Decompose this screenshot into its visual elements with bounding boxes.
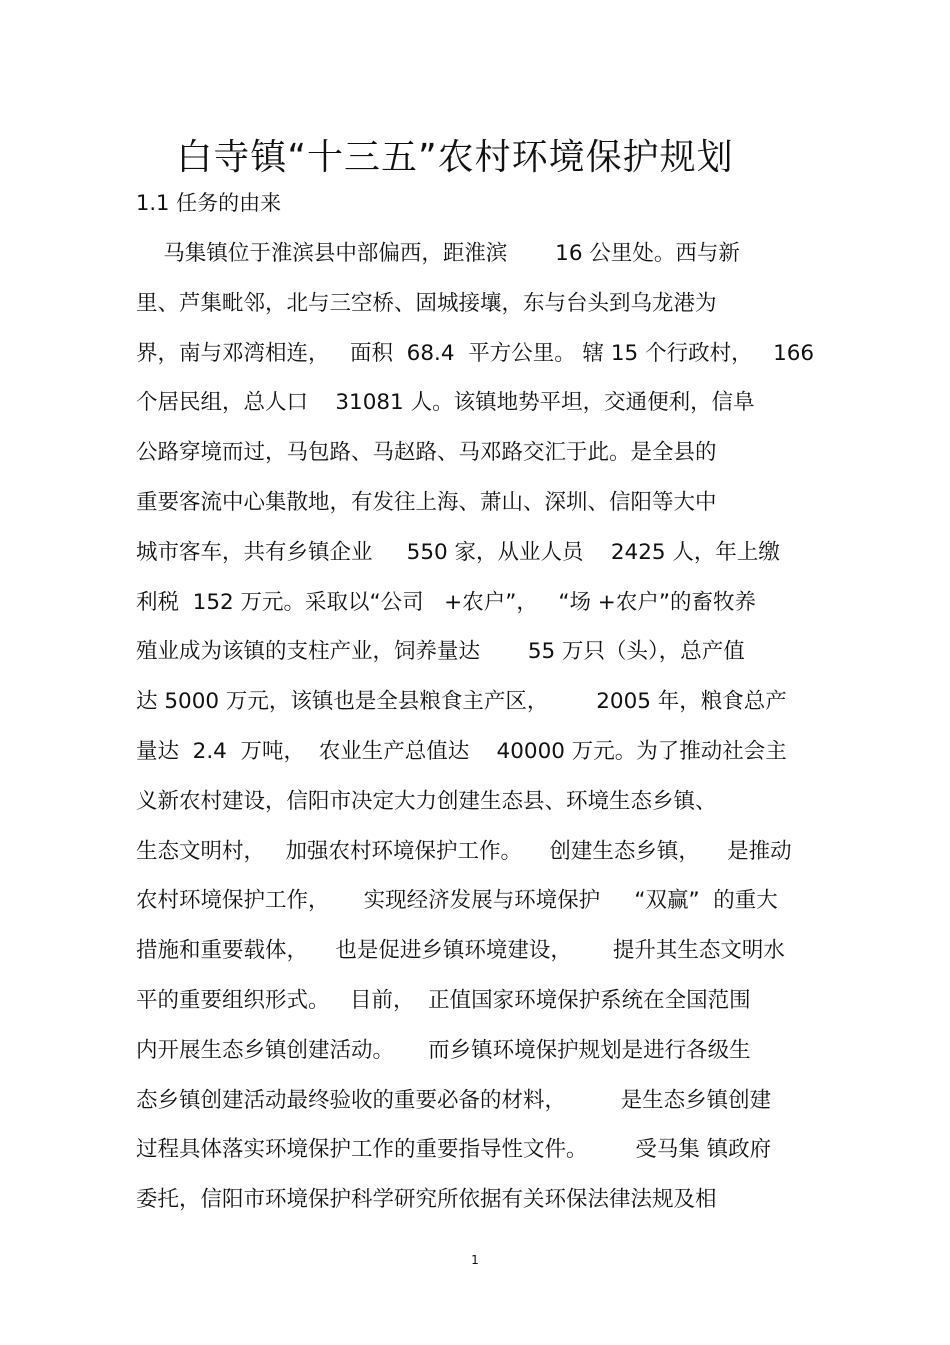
text-line: 义新农村建设，信阳市决定大力创建生态县、环境生态乡镇、 [136, 788, 717, 814]
text-line: 利税 152 万元。采取以“公司 +农户”， “场 +农户”的畜牧养 [136, 589, 756, 615]
text-line: 措施和重要载体， 也是促进乡镇环境建设， 提升其生态文明水 [136, 938, 785, 964]
text-line: 生态文明村， 加强农村环境保护工作。 创建生态乡镇， 是推动 [136, 838, 792, 864]
text-line: 界，南与邓湾相连， 面积 68.4 平方公里。 辖 15 个行政村， 166 [136, 340, 815, 366]
text-line: 态乡镇创建活动最终验收的重要必备的材料， 是生态乡镇创建 [136, 1087, 772, 1113]
text-line: 内开展生态乡镇创建活动。 而乡镇环境保护规划是进行各级生 [136, 1037, 751, 1063]
text-line: 农村环境保护工作， 实现经济发展与环境保护 “双赢” 的重大 [136, 888, 778, 914]
text-line: 公路穿境而过，马包路、马赵路、马邓路交汇于此。是全县的 [136, 440, 717, 466]
text-line: 达 5000 万元，该镇也是全县粮食主产区， 2005 年，粮食总产 [136, 689, 787, 715]
text-line: 过程具体落实环境保护工作的重要指导性文件。 受马集 镇政府 [136, 1137, 772, 1163]
text-line: 城市客车，共有乡镇企业 550 家，从业人员 2425 人，年上缴 [136, 539, 780, 565]
section-heading: 1.1 任务的由来 [136, 191, 282, 215]
body-text [136, 236, 836, 1232]
text-line: 里、芦集毗邻，北与三空桥、固城接壤，东与台头到乌龙港为 [136, 290, 717, 316]
document-title: 白寺镇“十三五”农村环境保护规划 [176, 137, 734, 178]
text-line: 重要客流中心集散地，有发往上海、萧山、深圳、信阳等大中 [136, 489, 717, 515]
text-line: 马集镇位于淮滨县中部偏西，距淮滨 16 公里处。西与新 [136, 241, 740, 266]
text-line: 量达 2.4 万吨， 农业生产总值达 40000 万元。为了推动社会主 [136, 738, 787, 764]
text-line: 个居民组，总人口 31081 人。该镇地势平坦，交通便利，信阜 [136, 390, 755, 416]
page-number: 1 [471, 1253, 479, 1267]
text-line: 委托，信阳市环境保护科学研究所依据有关环保法律法规及相 [136, 1187, 717, 1213]
text-line: 殖业成为该镇的支柱产业，饲养量达 55 万只（头），总产值 [136, 639, 745, 665]
text-line: 平的重要组织形式。 目前， 正值国家环境保护系统在全国范围 [136, 987, 751, 1013]
